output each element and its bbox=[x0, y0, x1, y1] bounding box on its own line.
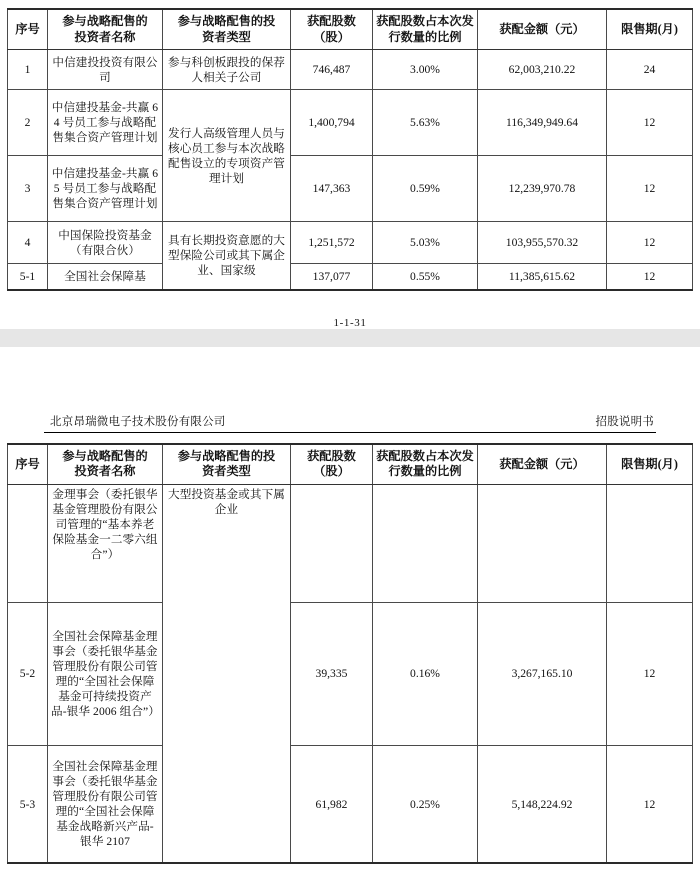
column-header-investor-type-line1: 参与战略配售的投 bbox=[177, 14, 276, 28]
column-header-amount: 获配金额（元） bbox=[478, 9, 607, 50]
column-header-investor-type-line1: 参与战略配售的投 bbox=[177, 448, 276, 463]
column-header-ratio-line1: 获配股数占本次发 bbox=[376, 14, 474, 28]
cell-lockup: 12 bbox=[607, 222, 693, 264]
column-header-shares bbox=[291, 444, 373, 485]
cell-investor-name: 全国社会保障基 bbox=[48, 264, 163, 290]
table-body bbox=[8, 50, 693, 290]
page-number-footer: 1-1-31 bbox=[333, 316, 367, 329]
page-footer-wrapper bbox=[0, 291, 700, 329]
cell-investor-type: 大型投资基金或其下属企业 bbox=[163, 484, 291, 863]
cell-index bbox=[8, 484, 48, 602]
cell-index: 5-1 bbox=[8, 264, 48, 290]
column-header-investor-name-line1: 参与战略配售的 bbox=[62, 14, 148, 28]
column-header-shares-line1: 获配股数 bbox=[307, 14, 356, 28]
cell-ratio: 0.16% bbox=[373, 602, 478, 745]
cell-lockup: 12 bbox=[607, 745, 693, 863]
column-header-ratio-line2: 行数量的比例 bbox=[388, 29, 462, 44]
column-header-shares-line2: （股） bbox=[313, 464, 350, 479]
cell-lockup bbox=[607, 484, 693, 602]
column-header-investor-type bbox=[163, 444, 291, 485]
cell-index: 5-2 bbox=[8, 602, 48, 745]
cell-investor-name: 全国社会保障基金理事会（委托银华基金管理股份有限公司管理的“全国社会保障基金战略新兴产品-银华 2107 bbox=[48, 745, 163, 863]
cell-ratio: 5.63% bbox=[373, 90, 478, 156]
strategic-placement-table-page2 bbox=[7, 443, 693, 865]
cell-shares: 746,487 bbox=[291, 50, 373, 90]
cell-shares bbox=[291, 484, 373, 602]
cell-index: 5-3 bbox=[8, 745, 48, 863]
cell-shares: 61,982 bbox=[291, 745, 373, 863]
cell-amount: 12,239,970.78 bbox=[478, 156, 607, 222]
table-body bbox=[8, 484, 693, 863]
cell-index: 2 bbox=[8, 90, 48, 156]
table-header bbox=[8, 444, 693, 485]
cell-amount: 11,385,615.62 bbox=[478, 264, 607, 290]
cell-index: 4 bbox=[8, 222, 48, 264]
company-name: 北京昂瑞微电子技术股份有限公司 bbox=[50, 415, 226, 428]
cell-lockup: 12 bbox=[607, 90, 693, 156]
column-header-investor-name bbox=[48, 444, 163, 485]
table-1-wrapper bbox=[0, 0, 700, 291]
cell-amount: 103,955,570.32 bbox=[478, 222, 607, 264]
cell-ratio bbox=[373, 484, 478, 602]
cell-investor-name: 中信建投基金-共赢 64 号员工参与战略配售集合资产管理计划 bbox=[48, 90, 163, 156]
cell-lockup: 12 bbox=[607, 264, 693, 290]
cell-investor-type: 参与科创板跟投的保荐人相关子公司 bbox=[163, 50, 291, 90]
column-header-investor-name bbox=[48, 9, 163, 50]
document-type: 招股说明书 bbox=[595, 415, 654, 428]
table-row bbox=[8, 90, 693, 156]
column-header-shares-line1: 获配股数 bbox=[307, 448, 356, 463]
column-header-ratio bbox=[373, 9, 478, 50]
cell-amount bbox=[478, 484, 607, 602]
page-separator bbox=[0, 329, 700, 347]
cell-amount: 116,349,949.64 bbox=[478, 90, 607, 156]
document-page-2 bbox=[0, 347, 700, 865]
table-header-row bbox=[8, 444, 693, 485]
table-2-wrapper bbox=[0, 433, 700, 865]
column-header-investor-name-line1: 参与战略配售的 bbox=[62, 448, 148, 463]
table-row bbox=[8, 222, 693, 264]
column-header-ratio-line2: 行数量的比例 bbox=[388, 464, 462, 479]
cell-amount: 5,148,224.92 bbox=[478, 745, 607, 863]
cell-index: 1 bbox=[8, 50, 48, 90]
cell-lockup: 24 bbox=[607, 50, 693, 90]
cell-index: 3 bbox=[8, 156, 48, 222]
column-header-investor-type-line2: 资者类型 bbox=[202, 464, 251, 479]
cell-shares: 147,363 bbox=[291, 156, 373, 222]
cell-ratio: 3.00% bbox=[373, 50, 478, 90]
table-row bbox=[8, 264, 693, 290]
strategic-placement-table-page1 bbox=[7, 8, 693, 291]
document-page-1 bbox=[0, 0, 700, 329]
cell-ratio: 5.03% bbox=[373, 222, 478, 264]
table-row bbox=[8, 50, 693, 90]
table-row bbox=[8, 745, 693, 863]
cell-ratio: 0.25% bbox=[373, 745, 478, 863]
cell-amount: 3,267,165.10 bbox=[478, 602, 607, 745]
cell-amount: 62,003,210.22 bbox=[478, 50, 607, 90]
table-row bbox=[8, 156, 693, 222]
cell-investor-type: 发行人高级管理人员与核心员工参与本次战略配售设立的专项资产管理计划 bbox=[163, 90, 291, 222]
running-header bbox=[44, 413, 656, 433]
cell-shares: 1,251,572 bbox=[291, 222, 373, 264]
cell-shares: 39,335 bbox=[291, 602, 373, 745]
cell-shares: 137,077 bbox=[291, 264, 373, 290]
column-header-investor-name-line2: 投资者名称 bbox=[74, 464, 136, 479]
column-header-amount: 获配金额（元） bbox=[478, 444, 607, 485]
column-header-ratio bbox=[373, 444, 478, 485]
table-header-row bbox=[8, 9, 693, 50]
cell-ratio: 0.59% bbox=[373, 156, 478, 222]
cell-investor-name: 中信建投基金-共赢 65 号员工参与战略配售集合资产管理计划 bbox=[48, 156, 163, 222]
table-row bbox=[8, 602, 693, 745]
cell-lockup: 12 bbox=[607, 156, 693, 222]
column-header-investor-type-line2: 资者类型 bbox=[202, 29, 251, 44]
cell-investor-name: 中国保险投资基金（有限合伙） bbox=[48, 222, 163, 264]
cell-investor-type: 具有长期投资意愿的大型保险公司或其下属企业、国家级 bbox=[163, 222, 291, 290]
column-header-lockup: 限售期(月) bbox=[607, 444, 693, 485]
column-header-investor-type bbox=[163, 9, 291, 50]
column-header-ratio-line1: 获配股数占本次发 bbox=[376, 448, 474, 463]
column-header-index: 序号 bbox=[8, 444, 48, 485]
cell-ratio: 0.55% bbox=[373, 264, 478, 290]
column-header-index: 序号 bbox=[8, 9, 48, 50]
cell-investor-name: 金理事会（委托银华基金管理股份有限公司管理的“基本养老保险基金一二零六组合”） bbox=[48, 484, 163, 602]
column-header-shares-line2: （股） bbox=[313, 29, 350, 44]
cell-lockup: 12 bbox=[607, 602, 693, 745]
running-header-wrapper bbox=[0, 347, 700, 433]
cell-investor-name: 中信建投投资有限公司 bbox=[48, 50, 163, 90]
column-header-shares bbox=[291, 9, 373, 50]
table-row bbox=[8, 484, 693, 602]
table-header bbox=[8, 9, 693, 50]
column-header-lockup: 限售期(月) bbox=[607, 9, 693, 50]
column-header-investor-name-line2: 投资者名称 bbox=[74, 29, 136, 44]
cell-shares: 1,400,794 bbox=[291, 90, 373, 156]
cell-investor-name: 全国社会保障基金理事会（委托银华基金管理股份有限公司管理的“全国社会保障基金可持续投资产品-银华 2006 组合”） bbox=[48, 602, 163, 745]
